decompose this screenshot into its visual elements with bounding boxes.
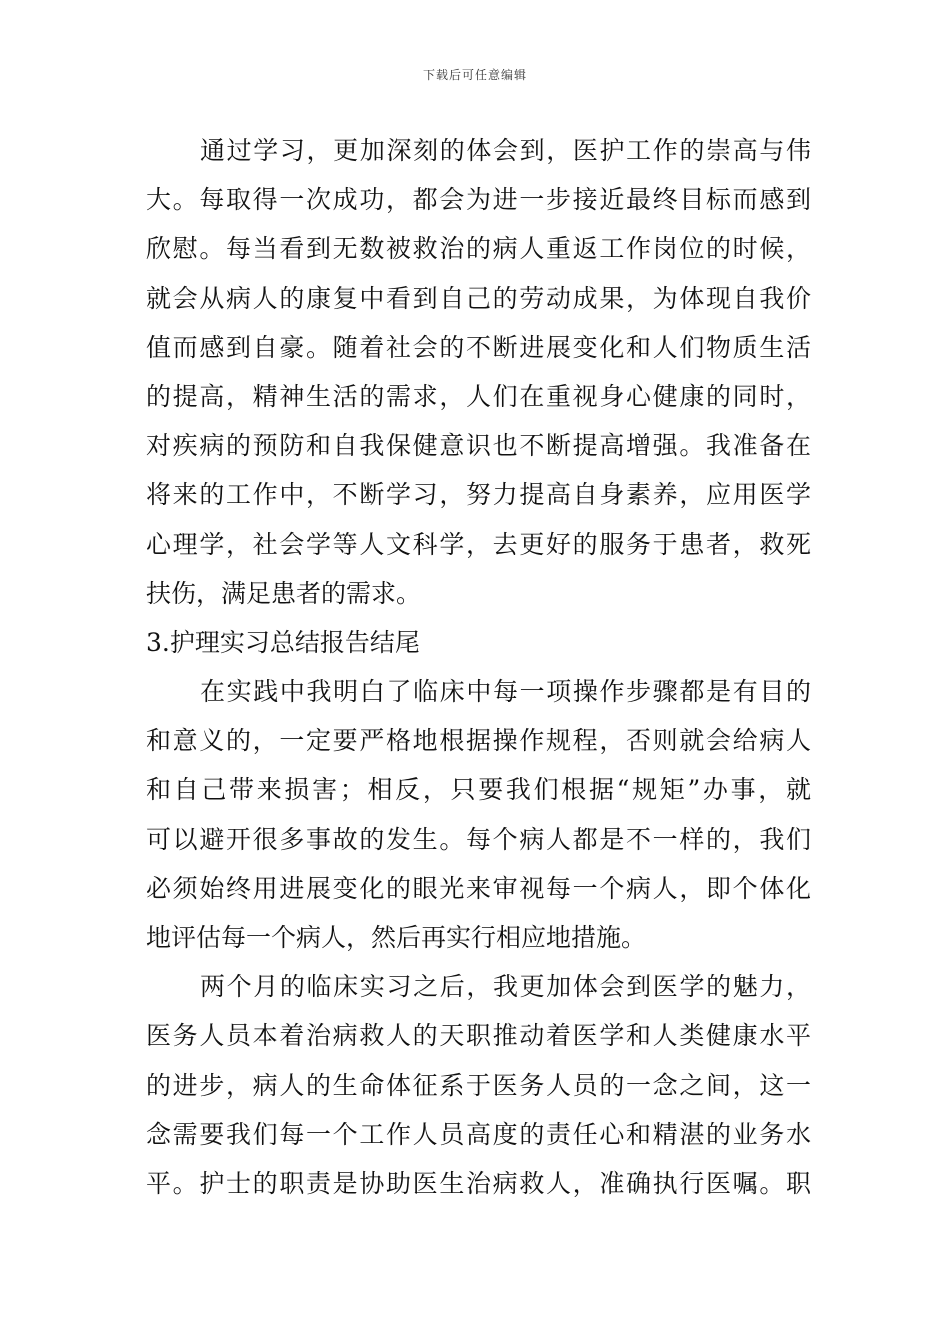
paragraph-line: 心理学，社会学等人文科学，去更好的服务于患者，救死 (146, 529, 811, 559)
section-heading: 3.护理实习总结报告结尾 (146, 627, 420, 657)
paragraph-line: 大。每取得一次成功，都会为进一步接近最终目标而感到 (146, 185, 811, 215)
paragraph-line: 扶伤，满足患者的需求。 (146, 578, 422, 608)
paragraph-line: 在实践中我明白了临床中每一项操作步骤都是有目的 (200, 677, 811, 707)
paragraph-line: 欣慰。每当看到无数被救治的病人重返工作岗位的时候， (146, 234, 811, 264)
paragraph-1 (146, 126, 811, 618)
paragraph-3 (146, 962, 811, 1208)
header-note: 下载后可任意编辑 (422, 68, 527, 82)
paragraph-line: 将来的工作中，不断学习，努力提高自身素养，应用医学 (146, 480, 811, 510)
paragraph-line: 的进步，病人的生命体征系于医务人员的一念之间，这一 (146, 1070, 811, 1100)
paragraph-line: 两个月的临床实习之后，我更加体会到医学的魅力， (200, 972, 811, 1002)
paragraph-line: 对疾病的预防和自我保健意识也不断提高增强。我准备在 (146, 431, 811, 461)
paragraph-line: 可以避开很多事故的发生。每个病人都是不一样的，我们 (146, 824, 811, 854)
paragraph-line: 必须始终用进展变化的眼光来审视每一个病人，即个体化 (146, 873, 811, 903)
paragraph-line: 和自己带来损害；相反，只要我们根据“规矩”办事，就 (146, 775, 811, 805)
paragraph-line: 通过学习，更加深刻的体会到，医护工作的崇高与伟 (200, 136, 811, 165)
paragraph-line: 平。护士的职责是协助医生治病救人，准确执行医嘱。职 (146, 1168, 811, 1198)
paragraph-line: 念需要我们每一个工作人员高度的责任心和精湛的业务水 (146, 1119, 811, 1149)
paragraph-line: 地评估每一个病人，然后再实行相应地措施。 (146, 923, 647, 952)
document-body (146, 126, 811, 1208)
paragraph-line: 就会从病人的康复中看到自己的劳动成果，为体现自我价 (146, 283, 811, 313)
paragraph-line: 医务人员本着治病救人的天职推动着医学和人类健康水平 (146, 1021, 811, 1051)
paragraph-line: 值而感到自豪。随着社会的不断进展变化和人们物质生活 (146, 332, 811, 362)
paragraph-2 (146, 667, 811, 962)
paragraph-line: 和意义的，一定要严格地根据操作规程，否则就会给病人 (146, 726, 811, 756)
paragraph-line: 的提高，精神生活的需求，人们在重视身心健康的同时， (146, 381, 811, 411)
